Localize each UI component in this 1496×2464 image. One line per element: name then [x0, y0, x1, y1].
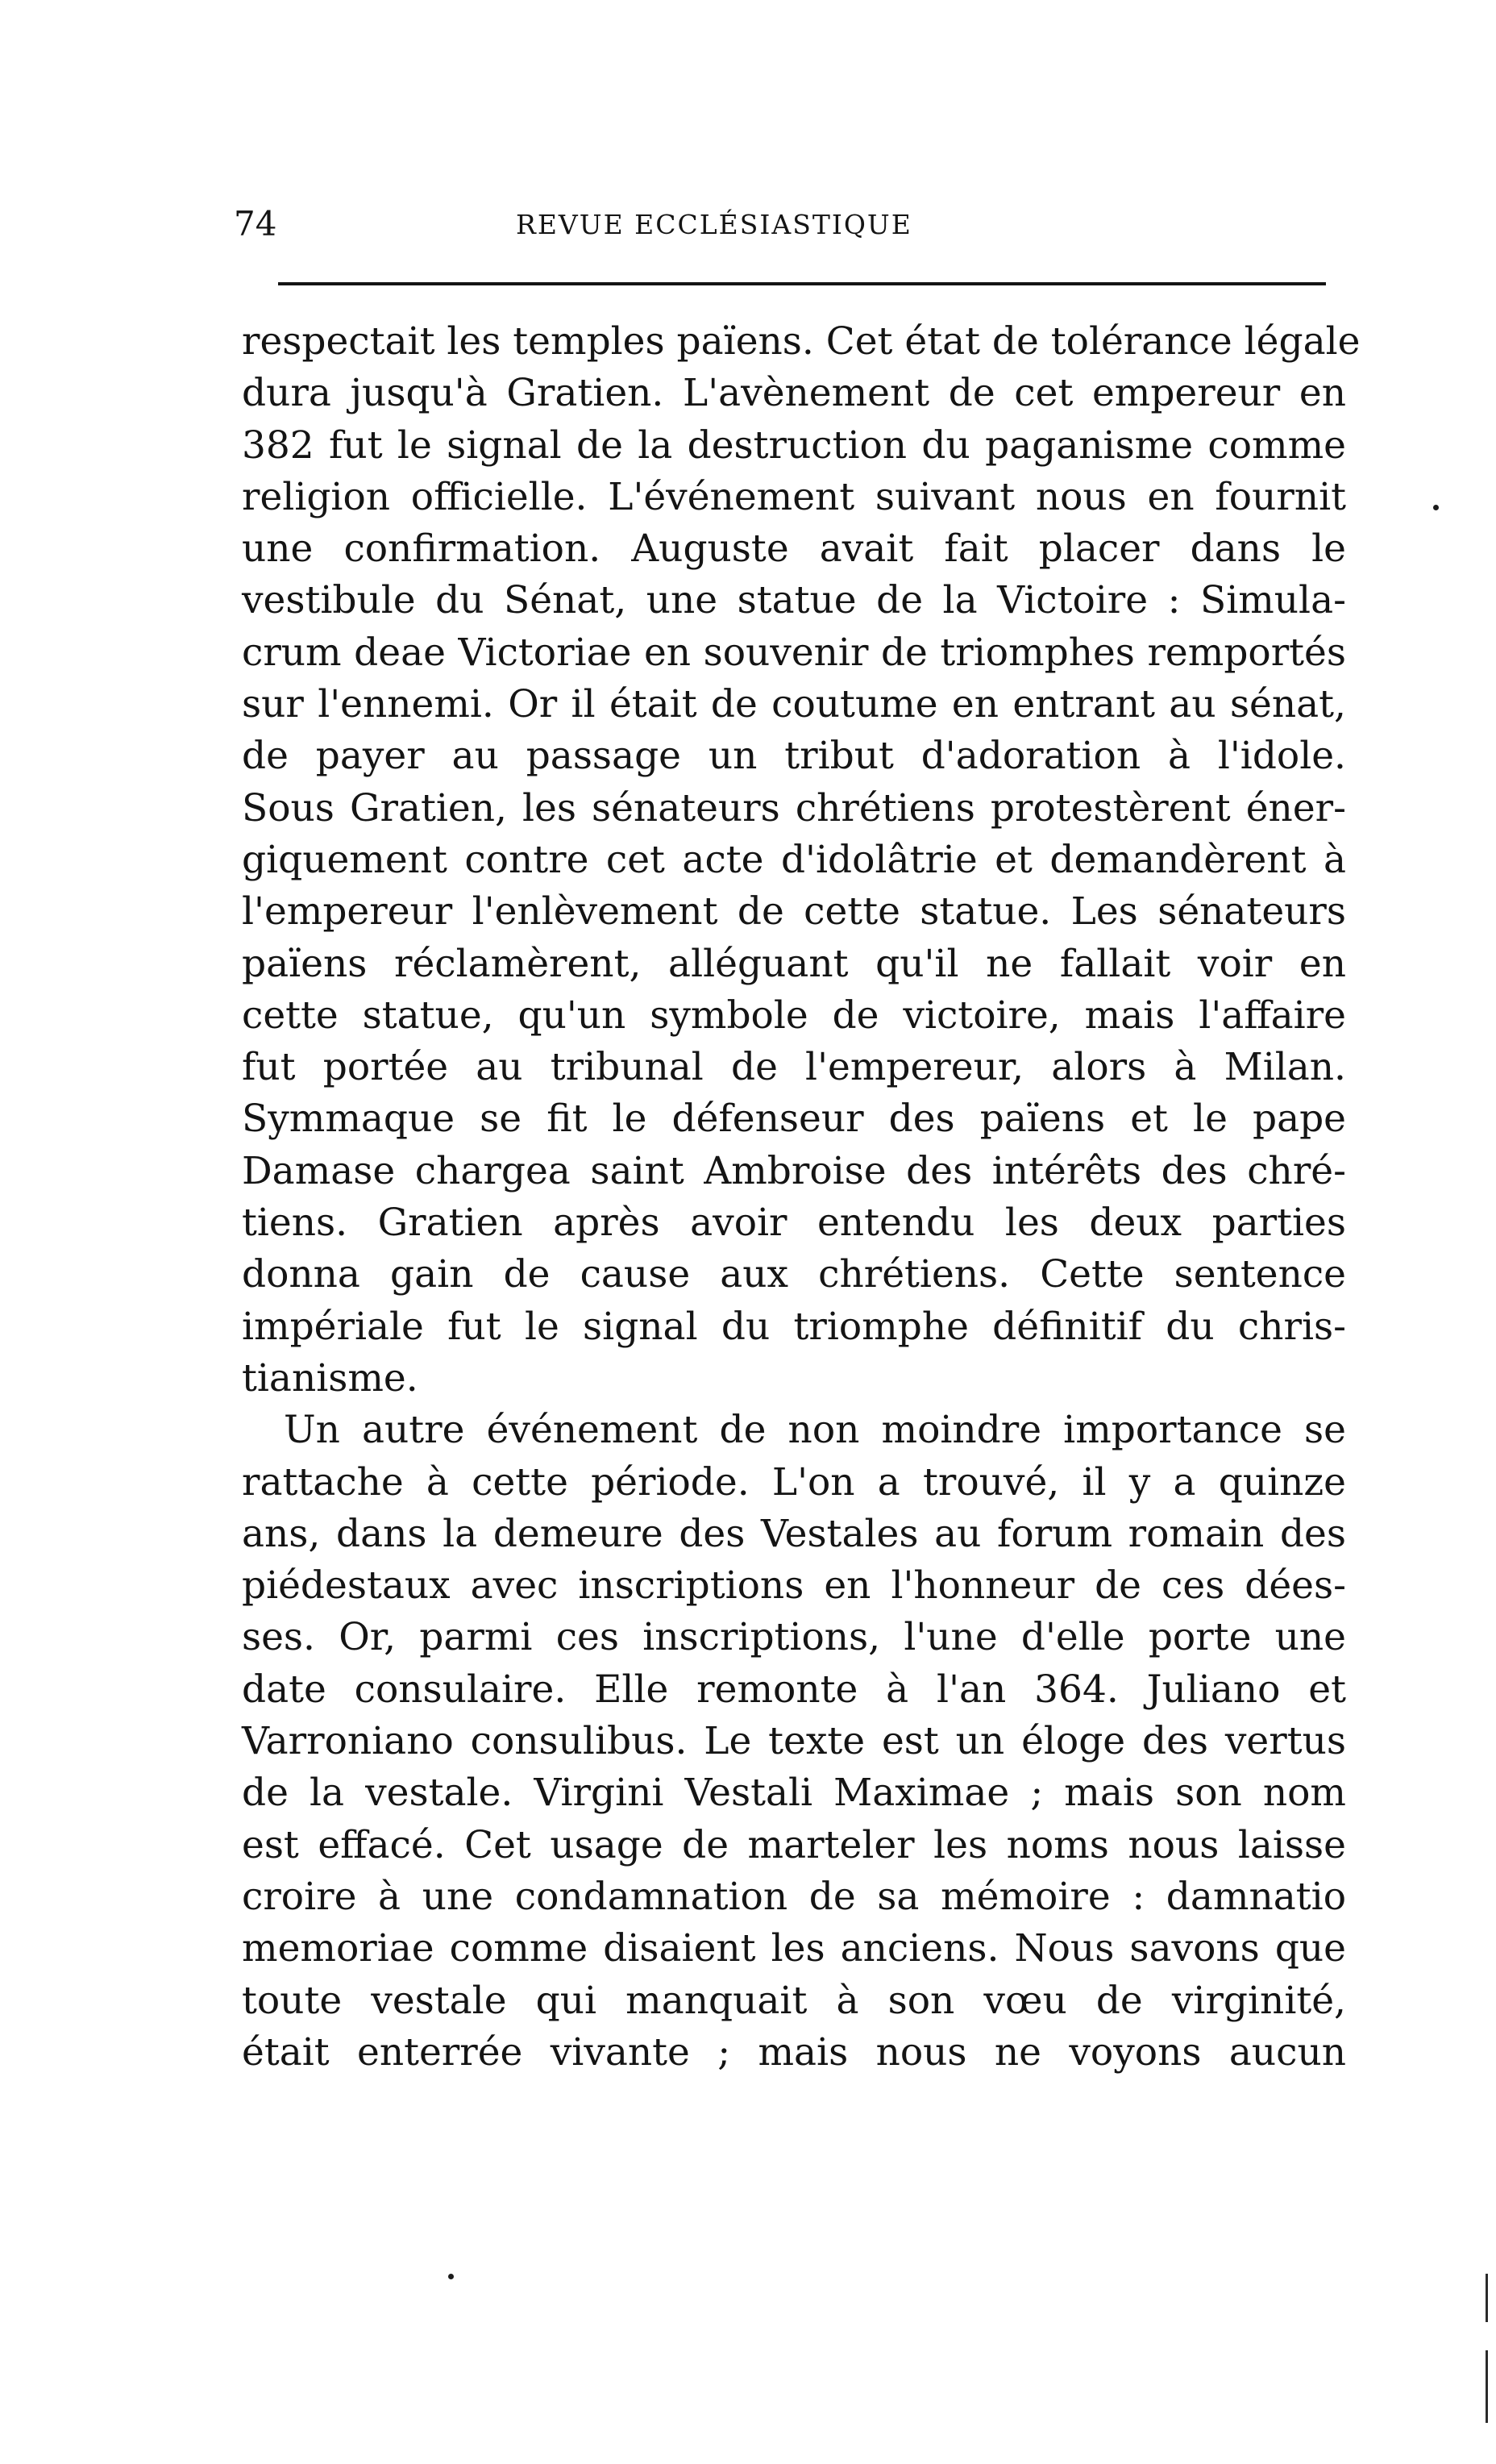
- text-line: vestibule du Sénat, une statue de la Victoire : Simula-: [242, 578, 1346, 623]
- text-line: rattache à cette période. L'on a trouvé, il y a quinze: [242, 1459, 1346, 1505]
- stray-mark: [448, 2274, 454, 2279]
- text-line: tianisme.: [242, 1355, 418, 1401]
- text-line: respectait les temples païens. Cet état de tolérance légale: [242, 319, 1361, 364]
- text-line: l'empereur l'enlèvement de cette statue. Les sénateurs: [242, 889, 1346, 934]
- text-line: giquement contre cet acte d'idolâtrie et demandèrent à: [242, 837, 1346, 882]
- text-line: Varroniano consulibus. Le texte est un éloge des vertus: [242, 1719, 1346, 1764]
- text-line: croire à une condamnation de sa mémoire : damnatio: [242, 1874, 1346, 1919]
- text-line: sur l'ennemi. Or il était de coutume en entrant au sénat,: [242, 682, 1346, 727]
- text-line: toute vestale qui manquait à son vœu de virginité,: [242, 1978, 1346, 2023]
- page-number: 74: [234, 204, 277, 243]
- text-line: Symmaque se fit le défenseur des païens et le pape: [242, 1097, 1346, 1142]
- text-line: de payer au passage un tribut d'adoration à l'idole.: [242, 734, 1346, 779]
- text-line: cette statue, qu'un symbole de victoire, mais l'affaire: [242, 993, 1346, 1038]
- text-line: date consulaire. Elle remonte à l'an 364. Juliano et: [242, 1667, 1346, 1712]
- header-rule: [278, 282, 1326, 285]
- text-line: religion officielle. L'événement suivant nous en fournit: [242, 474, 1346, 519]
- running-head: REVUE ECCLÉSIASTIQUE: [516, 209, 912, 240]
- text-line: ses. Or, parmi ces inscriptions, l'une d'elle porte une: [242, 1615, 1346, 1660]
- page-edge-mark: [1486, 2350, 1488, 2423]
- text-line: Sous Gratien, les sénateurs chrétiens protestèrent éner-: [242, 785, 1346, 830]
- body-text: [242, 316, 1361, 2079]
- text-line: impériale fut le signal du triomphe définitif du chris-: [242, 1304, 1346, 1349]
- text-line: est effacé. Cet usage de marteler les noms nous laisse: [242, 1822, 1346, 1867]
- text-line: Un autre événement de non moindre importance se: [284, 1408, 1346, 1453]
- text-line: tiens. Gratien après avoir entendu les deux parties: [242, 1201, 1346, 1246]
- text-line: Damase chargea saint Ambroise des intérêts des chré-: [242, 1148, 1346, 1193]
- text-line: était enterrée vivante ; mais nous ne voyons aucun: [242, 2029, 1346, 2075]
- text-line: donna gain de cause aux chrétiens. Cette sentence: [242, 1252, 1346, 1297]
- text-line: 382 fut le signal de la destruction du paganisme comme: [242, 422, 1346, 468]
- text-line: crum deae Victoriae en souvenir de triomphes remportés: [242, 630, 1346, 675]
- text-line: memoriae comme disaient les anciens. Nous savons que: [242, 1926, 1346, 1971]
- stray-mark: [1433, 505, 1439, 510]
- text-line: fut portée au tribunal de l'empereur, alors à Milan.: [242, 1045, 1346, 1090]
- text-line: ans, dans la demeure des Vestales au forum romain des: [242, 1511, 1346, 1556]
- page-edge-mark: [1486, 2274, 1488, 2322]
- text-line: païens réclamèrent, alléguant qu'il ne fallait voir en: [242, 941, 1346, 986]
- text-line: piédestaux avec inscriptions en l'honneur de ces dées-: [242, 1563, 1346, 1609]
- text-line: de la vestale. Virgini Vestali Maximae ; mais son nom: [242, 1771, 1346, 1816]
- text-line: dura jusqu'à Gratien. L'avènement de cet empereur en: [242, 371, 1346, 416]
- text-line: une confirmation. Auguste avait fait placer dans le: [242, 527, 1346, 572]
